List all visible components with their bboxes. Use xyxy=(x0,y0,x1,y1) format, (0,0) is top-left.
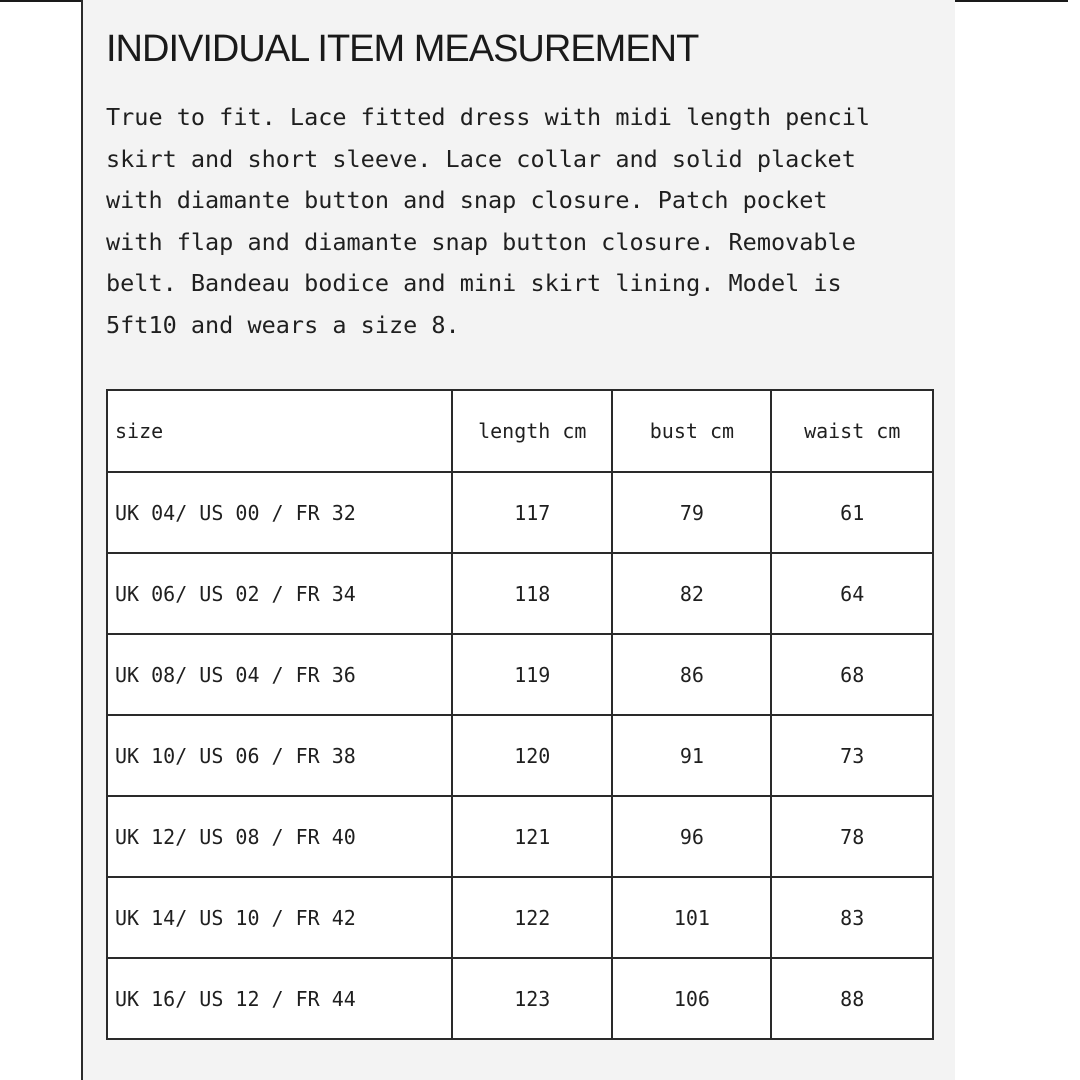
cell-size: UK 04/ US 00 / FR 32 xyxy=(107,472,452,553)
page-title: INDIVIDUAL ITEM MEASUREMENT xyxy=(106,28,699,70)
cell-length: 119 xyxy=(452,634,612,715)
header-size: size xyxy=(107,390,452,472)
cell-length: 122 xyxy=(452,877,612,958)
description-line: with flap and diamante snap button closure. Removable xyxy=(106,227,856,256)
description-line: 5ft10 and wears a size 8. xyxy=(106,310,460,339)
cell-bust: 86 xyxy=(612,634,771,715)
table-row xyxy=(107,796,933,877)
table-row xyxy=(107,634,933,715)
cell-length: 117 xyxy=(452,472,612,553)
cell-waist: 83 xyxy=(771,877,933,958)
cell-waist: 73 xyxy=(771,715,933,796)
cell-bust: 101 xyxy=(612,877,771,958)
item-description xyxy=(106,97,946,347)
cell-waist: 61 xyxy=(771,472,933,553)
cell-waist: 64 xyxy=(771,553,933,634)
cell-length: 118 xyxy=(452,553,612,634)
cell-length: 120 xyxy=(452,715,612,796)
header-length: length cm xyxy=(452,390,612,472)
table-row xyxy=(107,715,933,796)
cell-bust: 79 xyxy=(612,472,771,553)
cell-waist: 68 xyxy=(771,634,933,715)
cell-waist: 88 xyxy=(771,958,933,1039)
header-bust: bust cm xyxy=(612,390,771,472)
cell-size: UK 08/ US 04 / FR 36 xyxy=(107,634,452,715)
cell-length: 121 xyxy=(452,796,612,877)
description-line: with diamante button and snap closure. Patch pocket xyxy=(106,186,828,215)
description-line: True to fit. Lace fitted dress with midi length pencil xyxy=(106,103,871,131)
cell-bust: 106 xyxy=(612,958,771,1039)
table-row xyxy=(107,877,933,958)
table-row xyxy=(107,958,933,1039)
description-line: belt. Bandeau bodice and mini skirt lining. Model is xyxy=(106,269,842,298)
table-row xyxy=(107,472,933,553)
cell-waist: 78 xyxy=(771,796,933,877)
left-divider xyxy=(81,0,83,1080)
cell-size: UK 10/ US 06 / FR 38 xyxy=(107,715,452,796)
description-line: skirt and short sleeve. Lace collar and solid placket xyxy=(106,144,856,173)
cell-size: UK 14/ US 10 / FR 42 xyxy=(107,877,452,958)
cell-bust: 96 xyxy=(612,796,771,877)
table-header-row xyxy=(107,390,933,472)
table-row xyxy=(107,553,933,634)
cell-size: UK 12/ US 08 / FR 40 xyxy=(107,796,452,877)
cell-size: UK 06/ US 02 / FR 34 xyxy=(107,553,452,634)
header-waist: waist cm xyxy=(771,390,933,472)
cell-bust: 91 xyxy=(612,715,771,796)
cell-bust: 82 xyxy=(612,553,771,634)
cell-size: UK 16/ US 12 / FR 44 xyxy=(107,958,452,1039)
measurement-table xyxy=(106,389,934,1040)
cell-length: 123 xyxy=(452,958,612,1039)
